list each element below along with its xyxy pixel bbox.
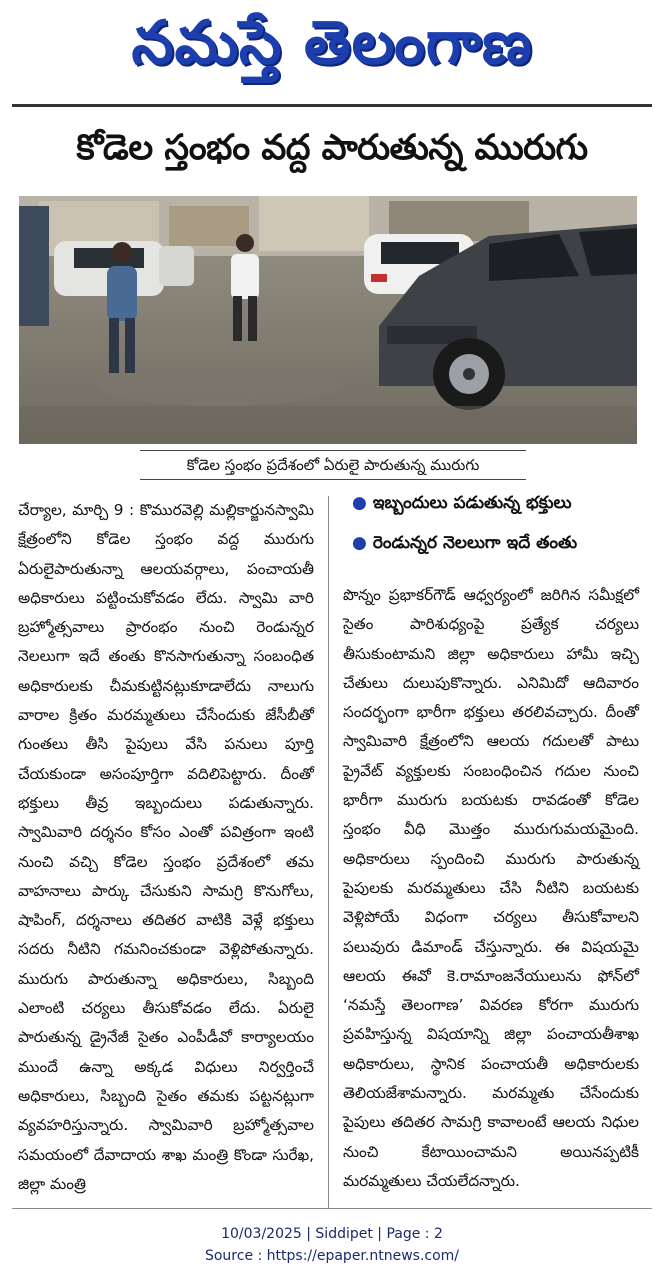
top-divider [12, 104, 652, 107]
bottom-divider [12, 1208, 652, 1209]
article-text-right: పొన్నం ప్రభాకర్‌గౌడ్ ఆధ్వర్యంలో జరిగిన సమీక్షలో సైతం పారిశుధ్యంపై ప్రత్యేక చర్యలు తీసుకుంటామని జిల్లా అధికారులు హామీ ఇచ్చి చేతులు దులుపుకొన్నారు. ఎనిమిదో ఆదివారం సందర్భంగా భారీగా భక్తులు తరలివచ్చారు. దీంతో స్వామివారి క్షేత్రంలోని ఆలయ గదులతో పాటు ప్రైవేట్ వ్యక్తులకు సంబంధించిన గదుల నుంచి భారీగా మురుగు బయటకు రావడంతో కోడెల స్తంభం వీధి మొత్తం మురుగుమయమైంది. అధికారులు స్పందించి మురుగు పారుతున్న పైపులకు మరమ్మతులు చేసి నీటిని బయటకు వెళ్లిపోయే విధంగా చర్యలు తీసుకోవాలని పలువురు డిమాండ్ చేస్తున్నారు. ఈ విషయమై ఆలయ ఈవో కె.రామాంజనేయులును ఫోన్‌లో ‘నమస్తే తెలంగాణ’ వివరణ కోరగా మురుగు ప్రవహిస్తున్న విషయాన్ని జిల్లా పంచాయతీశాఖ అధికారులు, స్థానిక పంచాయతీ అధికారులకు తెలియజేశామన్నారు. మరమ్మతు చేసేందుకు పైపులు తదితర సామగ్రి కావాలంటే ఆలయ నిధుల నుంచి కేటాయించామని అయినప్పటికీ మరమ్మతులు చేయలేదన్నారు. [343, 586, 639, 1190]
newspaper-logo-title: నమస్తే తెలంగాణ [131, 8, 533, 78]
subheading-2 [352, 533, 652, 557]
subheading-1 [352, 493, 652, 517]
article-column-right [343, 581, 639, 1196]
photo-caption: కోడెల స్తంభం ప్రదేశంలో ఏరులై పారుతున్న మురుగు [140, 450, 526, 480]
footer-dateline: 10/03/2025 | Siddipet | Page : 2 [221, 1226, 443, 1242]
bullet-icon: ● [352, 533, 367, 553]
article-text-left: చేర్యాల, మార్చి 9 : కొమురవెల్లి మల్లికార్జునస్వామి క్షేత్రంలోని కోడెల స్తంభం వద్ద మురుగు ఏరులైపారుతున్నా ఆలయవర్గాలు, పంచాయతీ అధికారులు పట్టించుకోవడం లేదు. స్వామి వారి బ్రహ్మోత్సవాలు ప్రారంభం నుంచి రెండున్నర నెలలుగా ఇదే తంతు కొనసాగుతున్నా సంబంధిత అధికారులకు చీమకుట్టినట్లుకూడాలేదు నాలుగు వారాల క్రితం మరమ్మతులు చేసేందుకు జేసీబీతో గుంతలు తీసి పైపులు వేసి పనులు పూర్తి చేయకుండా అసంపూర్తిగా వదిలిపెట్టారు. దీంతో భక్తులు తీవ్ర ఇబ్బందులు పడుతున్నారు. స్వామివారి దర్శనం కోసం ఎంతో పవిత్రంగా ఇంటి నుంచి వచ్చి కోడెల స్తంభం ప్రదేశంలో తమ వాహనాలు పార్కు చేసుకుని సామగ్రి కొనుగోలు, షాపింగ్, దర్శనాలు తదితర వాటికి వెళ్లే భక్తులు సదరు నీటిని గమనించకుండా వెళ్లిపోతున్నారు. మురుగు పారుతున్నా అధికారులు, సిబ్బంది ఎలాంటి చర్యలు తీసుకోవడం లేదు. ఏరులై పారుతున్న డ్రైనేజీ సైతం ఎంపీడీవో కార్యాలయం ముందే ఉన్నా అక్కడ విధులు నిర్వర్తించే అధికారులు, సిబ్బంది సైతం తమకు పట్టనట్లుగా వ్యవహరిస్తున్నారు. స్వామివారి బ్రహ్మోత్సవాల సమయంలో దేవాదాయ శాఖ మంత్రి కొండా సురేఖ, జిల్లా మంత్రి [18, 501, 314, 1193]
headline: కోడెల స్తంభం వద్ద పారుతున్న మురుగు [76, 128, 588, 168]
footer-source: Source : https://epaper.ntnews.com/ [204, 1248, 460, 1264]
street-scene-image [19, 196, 637, 444]
subheading-1-text: ఇబ్బందులు పడుతున్న భక్తులు [372, 493, 572, 513]
article-column-left [18, 496, 314, 1199]
news-photo [19, 196, 637, 444]
masthead [0, 0, 664, 92]
bullet-icon: ● [352, 493, 367, 513]
subheading-2-text: రెండున్నర నెలలుగా ఇదే తంతు [372, 533, 578, 553]
column-divider [328, 496, 329, 1208]
